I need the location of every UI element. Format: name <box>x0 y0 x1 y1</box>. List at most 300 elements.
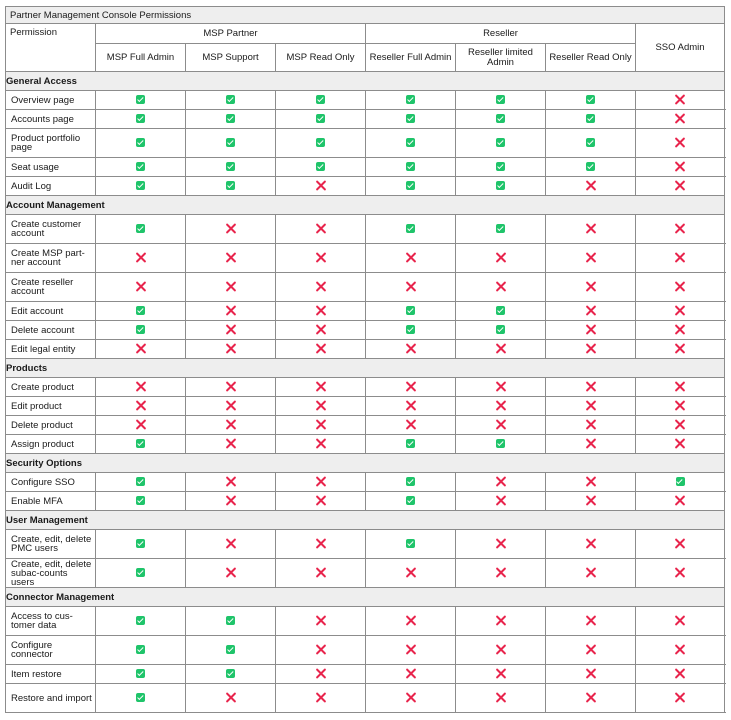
cross-icon <box>495 476 506 487</box>
cross-icon <box>225 400 236 411</box>
check-icon <box>406 162 415 171</box>
permission-label: Seat usage <box>6 158 96 177</box>
permission-cell <box>636 378 725 397</box>
cross-icon <box>585 538 596 549</box>
permission-label: Assign product <box>6 435 96 454</box>
check-icon <box>406 539 415 548</box>
check-icon <box>496 325 505 334</box>
permission-cell <box>546 607 636 636</box>
permission-cell <box>186 435 276 454</box>
permission-cell <box>276 492 366 511</box>
cross-icon <box>675 343 686 354</box>
cross-icon <box>405 692 416 703</box>
cross-icon <box>135 381 146 392</box>
cross-icon <box>495 644 506 655</box>
permission-label: Create MSP part-ner account <box>6 244 96 273</box>
permission-cell <box>366 340 456 359</box>
permission-cell <box>96 684 186 713</box>
permission-cell <box>276 244 366 273</box>
cross-icon <box>495 538 506 549</box>
permission-cell <box>366 215 456 244</box>
check-icon <box>406 306 415 315</box>
permission-cell <box>456 177 546 196</box>
permission-cell <box>186 684 276 713</box>
column-header: Reseller Read Only <box>546 44 636 72</box>
table-row <box>6 321 725 340</box>
cross-icon <box>225 476 236 487</box>
permission-cell <box>546 302 636 321</box>
cross-icon <box>225 223 236 234</box>
section-row <box>6 359 725 378</box>
table-row <box>6 177 725 196</box>
permission-cell <box>456 530 546 559</box>
permission-cell <box>546 158 636 177</box>
permission-cell <box>186 215 276 244</box>
permission-cell <box>96 559 186 588</box>
check-icon <box>226 616 235 625</box>
cross-icon <box>225 567 236 578</box>
cross-icon <box>225 281 236 292</box>
section-row <box>6 511 725 530</box>
permission-cell <box>96 158 186 177</box>
cross-icon <box>315 400 326 411</box>
check-icon <box>136 95 145 104</box>
permission-cell <box>636 530 725 559</box>
cross-icon <box>585 438 596 449</box>
cross-icon <box>675 644 686 655</box>
permission-cell <box>366 244 456 273</box>
permission-cell <box>276 302 366 321</box>
check-icon <box>586 138 595 147</box>
check-icon <box>496 114 505 123</box>
permission-label: Item restore <box>6 665 96 684</box>
permission-cell <box>546 530 636 559</box>
cross-icon <box>585 668 596 679</box>
permission-cell <box>186 559 276 588</box>
cross-icon <box>675 281 686 292</box>
permission-cell <box>546 397 636 416</box>
permission-cell <box>96 244 186 273</box>
cross-icon <box>315 252 326 263</box>
check-icon <box>496 138 505 147</box>
cross-icon <box>315 419 326 430</box>
permission-label: Product portfolio page <box>6 129 96 158</box>
permission-cell <box>186 416 276 435</box>
cross-icon <box>315 281 326 292</box>
cross-icon <box>315 438 326 449</box>
table-body <box>6 72 725 713</box>
cross-icon <box>675 692 686 703</box>
permission-cell <box>456 684 546 713</box>
permission-cell <box>96 302 186 321</box>
check-icon <box>226 95 235 104</box>
permission-cell <box>636 636 725 665</box>
permission-cell <box>186 530 276 559</box>
check-icon <box>136 114 145 123</box>
permission-cell <box>96 321 186 340</box>
permission-cell <box>186 340 276 359</box>
table-row <box>6 607 725 636</box>
check-icon <box>496 181 505 190</box>
permission-label: Restore and import <box>6 684 96 713</box>
cross-icon <box>495 281 506 292</box>
permission-cell <box>456 416 546 435</box>
permission-cell <box>366 559 456 588</box>
permission-cell <box>96 340 186 359</box>
permission-cell <box>276 273 366 302</box>
cross-icon <box>495 419 506 430</box>
cross-icon <box>315 567 326 578</box>
cross-icon <box>135 419 146 430</box>
permission-cell <box>366 129 456 158</box>
permission-cell <box>186 473 276 492</box>
check-icon <box>316 114 325 123</box>
permission-cell <box>96 110 186 129</box>
check-icon <box>586 95 595 104</box>
table-row <box>6 110 725 129</box>
permission-cell <box>636 321 725 340</box>
permission-label: Create, edit, delete subac-counts users <box>6 559 96 588</box>
check-icon <box>136 616 145 625</box>
permission-cell <box>636 665 725 684</box>
cross-icon <box>675 113 686 124</box>
permission-cell <box>546 665 636 684</box>
permission-cell <box>366 302 456 321</box>
permission-cell <box>366 397 456 416</box>
permission-cell <box>366 435 456 454</box>
section-row <box>6 454 725 473</box>
permission-cell <box>96 397 186 416</box>
permission-cell <box>366 416 456 435</box>
permission-cell <box>186 321 276 340</box>
cross-icon <box>405 419 416 430</box>
permission-cell <box>276 665 366 684</box>
table-title: Partner Management Console Permissions <box>6 7 725 24</box>
permission-cell <box>96 636 186 665</box>
cross-icon <box>405 343 416 354</box>
permission-label: Delete account <box>6 321 96 340</box>
permission-cell <box>456 397 546 416</box>
cross-icon <box>675 161 686 172</box>
permission-cell <box>96 435 186 454</box>
permission-cell <box>186 607 276 636</box>
cross-icon <box>585 252 596 263</box>
check-icon <box>496 306 505 315</box>
cross-icon <box>405 615 416 626</box>
permission-cell <box>636 607 725 636</box>
permission-cell <box>636 215 725 244</box>
permission-cell <box>276 607 366 636</box>
table-row <box>6 665 725 684</box>
cross-icon <box>315 495 326 506</box>
permission-cell <box>546 177 636 196</box>
cross-icon <box>315 324 326 335</box>
cross-icon <box>225 252 236 263</box>
table-header <box>6 7 725 72</box>
section-title: Connector Management <box>6 588 725 607</box>
permission-cell <box>366 636 456 665</box>
table-row <box>6 244 725 273</box>
permission-cell <box>636 110 725 129</box>
cross-icon <box>675 223 686 234</box>
cross-icon <box>135 281 146 292</box>
check-icon <box>496 224 505 233</box>
check-icon <box>406 496 415 505</box>
permission-cell <box>186 110 276 129</box>
cross-icon <box>675 495 686 506</box>
permission-cell <box>546 215 636 244</box>
cross-icon <box>495 252 506 263</box>
check-icon <box>226 645 235 654</box>
cross-icon <box>405 567 416 578</box>
permission-cell <box>186 636 276 665</box>
permission-cell <box>186 665 276 684</box>
permission-cell <box>96 665 186 684</box>
check-icon <box>136 669 145 678</box>
table-row <box>6 473 725 492</box>
permission-label: Configure connector <box>6 636 96 665</box>
check-icon <box>406 95 415 104</box>
table-row <box>6 530 725 559</box>
column-header: MSP Support <box>186 44 276 72</box>
section-row <box>6 196 725 215</box>
cross-icon <box>135 400 146 411</box>
permission-cell <box>456 215 546 244</box>
permission-cell <box>636 158 725 177</box>
check-icon <box>136 496 145 505</box>
cross-icon <box>675 400 686 411</box>
cross-icon <box>225 343 236 354</box>
permission-cell <box>456 110 546 129</box>
permission-cell <box>636 302 725 321</box>
table-row <box>6 302 725 321</box>
permission-cell <box>366 110 456 129</box>
cross-icon <box>495 343 506 354</box>
check-icon <box>586 162 595 171</box>
permission-cell <box>546 492 636 511</box>
permission-cell <box>636 244 725 273</box>
permission-cell <box>96 530 186 559</box>
section-title: Security Options <box>6 454 725 473</box>
check-icon <box>136 306 145 315</box>
permission-label: Edit account <box>6 302 96 321</box>
permission-cell <box>636 435 725 454</box>
check-icon <box>136 325 145 334</box>
check-icon <box>406 325 415 334</box>
permission-cell <box>276 559 366 588</box>
permission-cell <box>546 473 636 492</box>
permission-cell <box>276 684 366 713</box>
permission-cell <box>366 177 456 196</box>
permission-cell <box>546 340 636 359</box>
table-row <box>6 273 725 302</box>
permission-label: Enable MFA <box>6 492 96 511</box>
permission-cell <box>186 378 276 397</box>
cross-icon <box>675 381 686 392</box>
check-icon <box>496 95 505 104</box>
cross-icon <box>675 438 686 449</box>
reseller-group-header: Reseller <box>366 24 636 44</box>
permission-cell <box>456 340 546 359</box>
cross-icon <box>585 400 596 411</box>
cross-icon <box>585 324 596 335</box>
table-row <box>6 416 725 435</box>
permission-cell <box>276 321 366 340</box>
permission-cell <box>636 416 725 435</box>
check-icon <box>406 138 415 147</box>
cross-icon <box>315 180 326 191</box>
cross-icon <box>585 644 596 655</box>
permission-cell <box>96 177 186 196</box>
cross-icon <box>675 615 686 626</box>
cross-icon <box>495 692 506 703</box>
check-icon <box>226 114 235 123</box>
permission-cell <box>546 110 636 129</box>
permission-label: Delete product <box>6 416 96 435</box>
permission-cell <box>186 244 276 273</box>
permission-label: Create product <box>6 378 96 397</box>
column-header: Reseller Full Admin <box>366 44 456 72</box>
cross-icon <box>675 137 686 148</box>
table-row <box>6 215 725 244</box>
cross-icon <box>225 692 236 703</box>
permission-cell <box>186 492 276 511</box>
cross-icon <box>585 692 596 703</box>
permission-cell <box>366 530 456 559</box>
permission-cell <box>546 273 636 302</box>
cross-icon <box>585 419 596 430</box>
cross-icon <box>495 381 506 392</box>
permission-cell <box>96 215 186 244</box>
permission-cell <box>276 416 366 435</box>
permission-cell <box>636 492 725 511</box>
cross-icon <box>225 438 236 449</box>
check-icon <box>496 439 505 448</box>
permission-cell <box>546 321 636 340</box>
cross-icon <box>495 567 506 578</box>
permission-cell <box>186 273 276 302</box>
permission-cell <box>546 244 636 273</box>
cross-icon <box>315 381 326 392</box>
check-icon <box>316 95 325 104</box>
cross-icon <box>405 644 416 655</box>
permission-header: Permission <box>6 24 96 72</box>
cross-icon <box>405 668 416 679</box>
cross-icon <box>405 400 416 411</box>
cross-icon <box>315 615 326 626</box>
permission-cell <box>96 378 186 397</box>
permission-label: Access to cus-tomer data <box>6 607 96 636</box>
permission-cell <box>546 435 636 454</box>
cross-icon <box>585 381 596 392</box>
cross-icon <box>225 381 236 392</box>
permission-label: Create customer account <box>6 215 96 244</box>
cross-icon <box>675 419 686 430</box>
permission-cell <box>546 416 636 435</box>
cross-icon <box>135 252 146 263</box>
permission-cell <box>366 492 456 511</box>
check-icon <box>136 568 145 577</box>
permission-cell <box>456 273 546 302</box>
permission-cell <box>546 684 636 713</box>
check-icon <box>136 162 145 171</box>
permission-cell <box>456 636 546 665</box>
cross-icon <box>315 223 326 234</box>
permission-cell <box>636 129 725 158</box>
permission-cell <box>276 91 366 110</box>
permission-label: Create reseller account <box>6 273 96 302</box>
table-row <box>6 636 725 665</box>
section-title: Products <box>6 359 725 378</box>
permission-label: Edit product <box>6 397 96 416</box>
check-icon <box>586 114 595 123</box>
check-icon <box>316 162 325 171</box>
permission-cell <box>546 378 636 397</box>
cross-icon <box>585 180 596 191</box>
cross-icon <box>315 692 326 703</box>
cross-icon <box>315 476 326 487</box>
cross-icon <box>405 252 416 263</box>
table-row <box>6 435 725 454</box>
cross-icon <box>495 495 506 506</box>
permission-cell <box>456 129 546 158</box>
table-row <box>6 559 725 588</box>
check-icon <box>226 181 235 190</box>
permission-cell <box>276 435 366 454</box>
cross-icon <box>585 281 596 292</box>
cross-icon <box>315 668 326 679</box>
permission-cell <box>546 91 636 110</box>
cross-icon <box>585 567 596 578</box>
check-icon <box>406 477 415 486</box>
cross-icon <box>675 252 686 263</box>
column-header: Reseller limited Admin <box>456 44 546 72</box>
permission-cell <box>96 273 186 302</box>
permission-cell <box>636 473 725 492</box>
permission-cell <box>276 177 366 196</box>
cross-icon <box>225 495 236 506</box>
permission-cell <box>186 397 276 416</box>
permission-cell <box>456 302 546 321</box>
check-icon <box>136 439 145 448</box>
permission-cell <box>636 397 725 416</box>
cross-icon <box>675 668 686 679</box>
permission-label: Overview page <box>6 91 96 110</box>
permission-label: Configure SSO <box>6 473 96 492</box>
cross-icon <box>585 305 596 316</box>
permission-cell <box>186 158 276 177</box>
cross-icon <box>675 324 686 335</box>
permission-cell <box>456 607 546 636</box>
permission-cell <box>456 492 546 511</box>
cross-icon <box>585 495 596 506</box>
cross-icon <box>405 281 416 292</box>
table-row <box>6 129 725 158</box>
check-icon <box>136 539 145 548</box>
section-title: User Management <box>6 511 725 530</box>
check-icon <box>136 693 145 702</box>
check-icon <box>226 162 235 171</box>
permission-cell <box>636 273 725 302</box>
cross-icon <box>315 538 326 549</box>
cross-icon <box>495 400 506 411</box>
permission-cell <box>96 416 186 435</box>
table-row <box>6 492 725 511</box>
table-row <box>6 684 725 713</box>
permission-cell <box>456 91 546 110</box>
check-icon <box>136 645 145 654</box>
check-icon <box>496 162 505 171</box>
